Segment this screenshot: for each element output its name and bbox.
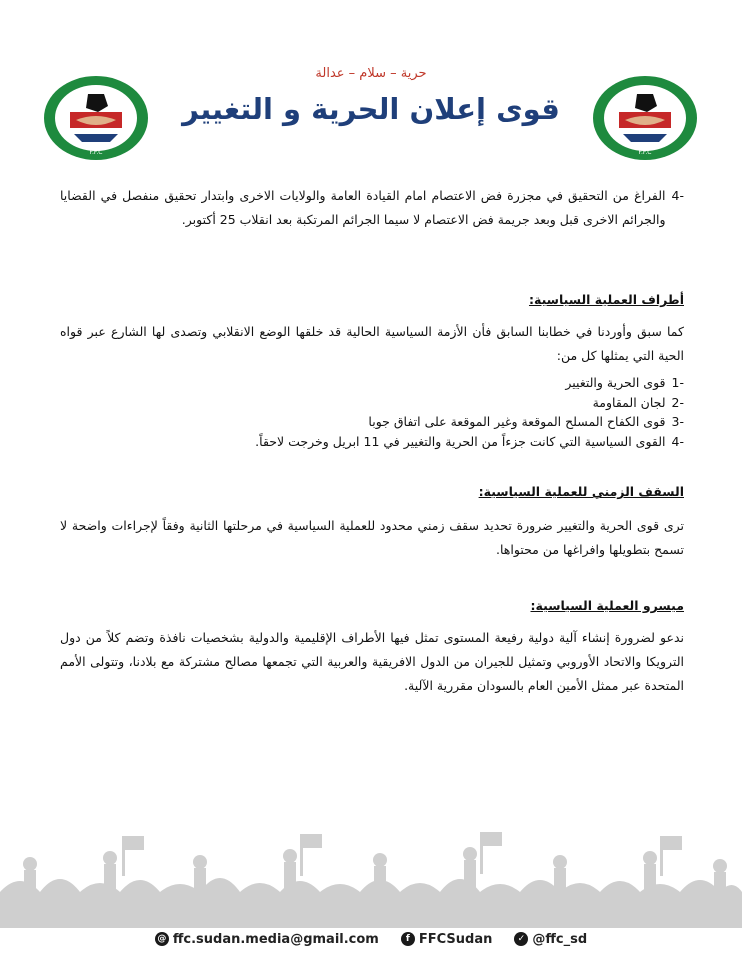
logo-text: F.F.C: [89, 149, 103, 156]
section-heading: ميسرو العملية السياسية:: [530, 598, 684, 613]
section-paragraph: ندعو لضرورة إنشاء آلية دولية رفيعة المستوى تمثل فيها الأطراف الإقليمية والدولية بشخصيات نافذة وتضم كلاً من دول الترويكا والاتحاد الأوروبي وتمثيل للجيران من الدول الافريقية والعربية التي تجمعها مصالح مشتركة مع بلادنا، وتتولى الأمم المتحدة عبر ممثل الأمين العام بالسودان مقررية الآلية.: [60, 630, 684, 693]
intro-item: [60, 184, 684, 232]
contact-footer: [0, 928, 742, 950]
slogan: حرية – سلام – عدالة: [315, 66, 427, 81]
ffc-logo-left: [40, 72, 152, 164]
logo-text: F.F.C: [638, 149, 652, 156]
item-number: -4: [671, 188, 684, 203]
parties-list: [60, 373, 684, 451]
list-item: -1 قوى الحرية والتغيير: [565, 375, 684, 390]
twitter-icon: ✓: [514, 932, 528, 946]
letterhead: [0, 0, 742, 165]
list-item: -3 قوى الكفاح المسلح الموقعة وغير الموقعة على اتفاق جوبا: [368, 414, 684, 429]
item-text: الفراغ من التحقيق في مجزرة فض الاعتصام امام القيادة العامة والولايات الاخرى وابتدار تحقيق منفصل في القضايا والجرائم الاخرى قبل وبعد جريمة فض الاعتصام لا سيما الجرائم المرتكبة بعد انقلاب 25 أكتوبر.: [60, 188, 666, 227]
email-icon: @: [155, 932, 169, 946]
ffc-logo-right: [589, 72, 701, 164]
twitter-contact[interactable]: ✓ @ffc_sd: [514, 932, 587, 947]
section-heading: أطراف العملية السياسية:: [528, 292, 684, 307]
section-paragraph: كما سبق وأوردنا في خطابنا السابق فأن الأزمة السياسية الحالية قد خلقها الوضع الانقلابي وتصدى لها الشارع عبر قواه الحية التي يمثلها كل من:: [60, 324, 684, 363]
organization-title: قوى إعلان الحرية و التغيير: [182, 92, 560, 126]
email-contact[interactable]: @ ffc.sudan.media@gmail.com: [155, 932, 379, 947]
facebook-contact[interactable]: f FFCSudan: [401, 932, 493, 947]
facebook-icon: f: [401, 932, 415, 946]
list-item: -4 القوى السياسية التي كانت جزءاً من الحرية والتغيير في 11 ابريل وخرجت لاحقاً.: [255, 433, 684, 449]
crowd-silhouette-decoration: [0, 830, 742, 928]
list-item: -2 لجان المقاومة: [592, 394, 684, 410]
section-heading: السقف الزمني للعملية السياسية:: [478, 484, 684, 499]
section-paragraph: ترى قوى الحرية والتغيير ضرورة تحديد سقف زمني محدود للعملية السياسية في مرحلتها الثانية وفقاً لإجراءات واضحة لا تسمح بتطويلها وافراغها من محتواها.: [60, 518, 684, 557]
